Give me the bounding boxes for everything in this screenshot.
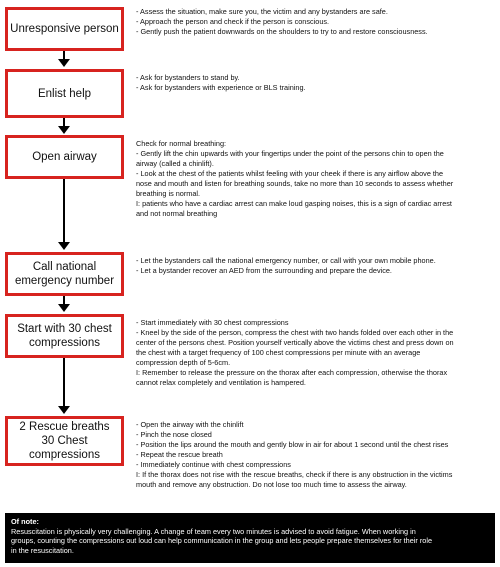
arrow-down-icon	[58, 304, 70, 312]
description-line: - Look at the chest of the patients whilst feeling with your cheek if there is any airflow above the	[136, 169, 444, 178]
info-line: I: If the thorax does not rise with the rescue breaths, check if there is any obstruction in the victims	[136, 470, 453, 479]
info-line: and not normal breathing	[136, 209, 218, 218]
note-line: groups, counting the compressions out loud can help communication in the group and lets people prepare themselves for their role	[11, 536, 433, 545]
info-line: I: patients who have a cardiac arrest can make loud gasping noises, this is a sign of cardiac arrest	[136, 199, 452, 208]
step-label: Open airway	[32, 151, 97, 163]
arrow-down-icon	[58, 126, 70, 134]
description-line: - Let the bystanders call the national emergency number, or call with your own mobile phone.	[136, 256, 436, 265]
description-line: - Ask for bystanders with experience or BLS training.	[136, 83, 306, 92]
description-line: - Kneel by the side of the person, compress the chest with two hands folded over each other in the	[136, 328, 454, 337]
step-label: Start with 30 chest compressions	[17, 323, 112, 349]
arrow-down-icon	[58, 406, 70, 414]
step-label: 2 Rescue breaths 30 Chest compressions	[19, 421, 110, 461]
step-box-rescue-breaths	[5, 416, 124, 466]
note-title: Of note:	[11, 517, 39, 526]
step-label: Unresponsive person	[10, 23, 119, 35]
flow-arrow-line	[63, 358, 65, 407]
description-line: - Pinch the nose closed	[136, 430, 212, 439]
description-line: - Assess the situation, make sure you, the victim and any bystanders are safe.	[136, 7, 388, 16]
note-line: in the resuscitation.	[11, 545, 74, 555]
step-label: Call national emergency number	[14, 261, 115, 287]
arrow-down-icon	[58, 242, 70, 250]
step-description	[136, 420, 494, 490]
step-description	[136, 7, 494, 37]
description-line: center of the persons chest. Position yourself vertically above the victims chest and press down on	[136, 338, 454, 347]
step-description	[136, 73, 494, 93]
description-line: Check for normal breathing:	[136, 139, 227, 148]
step-description	[136, 139, 494, 219]
flow-arrow-line	[63, 179, 65, 243]
description-line: breathing is normal.	[136, 189, 201, 198]
description-line: - Ask for bystanders to stand by.	[136, 73, 240, 82]
description-line: - Approach the person and check if the person is conscious.	[136, 17, 330, 26]
description-line: - Let a bystander recover an AED from the surrounding and prepare the device.	[136, 266, 392, 275]
description-line: - Immediately continue with chest compressions	[136, 460, 291, 469]
arrow-down-icon	[58, 59, 70, 67]
step-box-enlist-help	[5, 69, 124, 118]
step-box-call-emergency	[5, 252, 124, 296]
info-line: cannot relax completely and ventilation is hampered.	[136, 378, 306, 387]
note-line: Resuscitation is physically very challenging. A change of team every two minutes is advised to avoid fatigue. When working in	[11, 526, 416, 536]
step-box-unresponsive-person	[5, 7, 124, 51]
description-line: - Gently lift the chin upwards with your fingertips under the point of the persons chin to open the	[136, 149, 444, 158]
description-line: - Start immediately with 30 chest compressions	[136, 318, 289, 327]
description-line: - Gently push the patient downwards on the shoulders to try to and restore consciousness.	[136, 27, 428, 36]
description-line: - Open the airway with the chinlift	[136, 420, 244, 429]
description-line: - Repeat the rescue breath	[136, 450, 223, 459]
step-description	[136, 318, 494, 388]
info-line: I: Remember to release the pressure on the thorax after each compression, otherwise the thorax	[136, 368, 448, 377]
step-box-open-airway	[5, 135, 124, 179]
info-line: mouth and remove any obstruction. Do not lose too much time to assess the airway.	[136, 480, 407, 489]
description-line: the chest with a target frequency of 100 chest compressions per minute with an average	[136, 348, 421, 357]
description-line: - Position the lips around the mouth and gently blow in air for about 1 second until the chest rises	[136, 440, 449, 449]
step-box-chest-compressions	[5, 314, 124, 358]
step-label: Enlist help	[37, 87, 92, 100]
step-description	[136, 256, 494, 276]
description-line: airway (called a chinlift).	[136, 159, 214, 168]
note-box	[5, 513, 495, 563]
description-line: nose and mouth and listen for breathing sounds, take no more than 10 seconds to assess whether	[136, 179, 454, 188]
description-line: compression depth of 5-6cm.	[136, 358, 231, 367]
